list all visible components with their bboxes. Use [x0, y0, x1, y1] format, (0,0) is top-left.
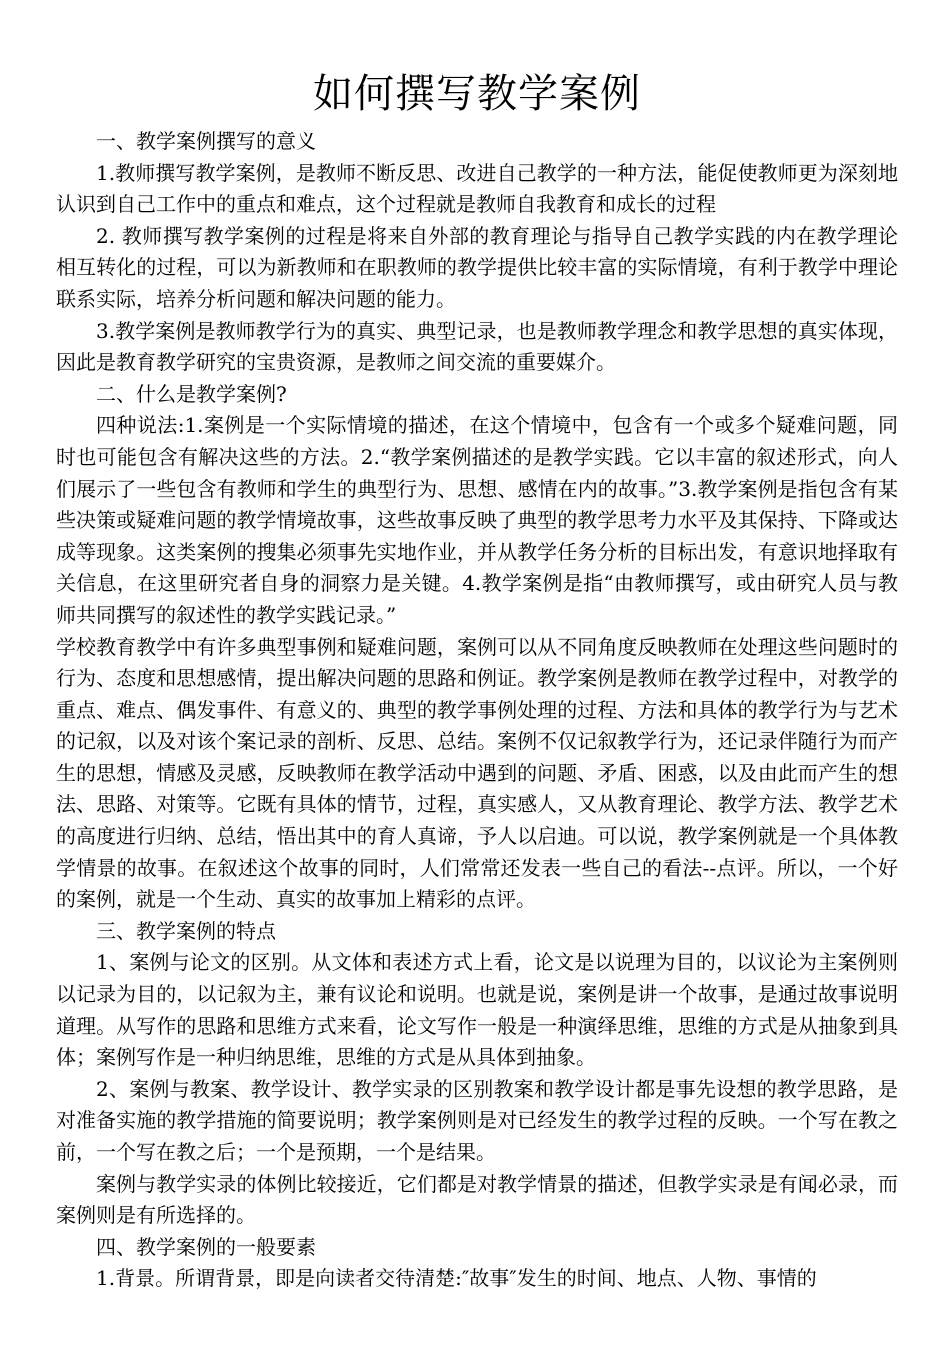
paragraph-3-3: 案例与教学实录的体例比较接近，它们都是对教学情景的描述，但教学实录是有闻必录，而案例则是有所选择的。 — [56, 1171, 898, 1228]
paragraph-2-1: 四种说法:1.案例是一个实际情境的描述，在这个情境中，包含有一个或多个疑难问题，同时也可能包含有解决这些的方法。2.“教学案例描述的是教学实践。它以丰富的叙述形式，向人们展示了一些包含有教师和学生的典型行为、思想、感情在内的故事。”3.教学案例是指包含有某些决策或疑难问题的教学情境故事，这些故事反映了典型的教学思考力水平及其保持、下降或达成等现象。这类案例的搜集必须事先实地作业，并从教学任务分析的目标出发，有意识地择取有关信息，在这里研究者自身的洞察力是关键。4.教学案例是指“由教师撰写，或由研究人员与教师共同撰写的叙述性的教学实践记录。” — [56, 413, 898, 627]
document-page — [56, 64, 898, 1295]
paragraph-3-1: 1、案例与论文的区别。从文体和表述方式上看，论文是以说理为目的，以议论为主案例则以记录为目的，以记叙为主，兼有议论和说明。也就是说，案例是讲一个故事，是通过故事说明道理。从写作的思路和思维方式来看，论文写作一般是一种演绎思维，思维的方式是从抽象到具体；案例写作是一种归纳思维，思维的方式是从具体到抽象。 — [56, 950, 898, 1070]
paragraph-1-2: 2. 教师撰写教学案例的过程是将来自外部的教育理论与指导自己教学实践的内在教学理论相互转化的过程，可以为新教师和在职教师的教学提供比较丰富的实际情境，有利于教学中理论联系实际，培养分析问题和解决问题的能力。 — [56, 223, 898, 311]
paragraph-3-2: 2、案例与教案、教学设计、教学实录的区别教案和教学设计都是事先设想的教学思路，是对准备实施的教学措施的简要说明；教学案例则是对已经发生的教学过程的反映。一个写在教之前，一个写在教之后；一个是预期，一个是结果。 — [56, 1076, 898, 1164]
section-heading-1: 一、教学案例撰写的意义 — [96, 129, 316, 153]
paragraph-1-1: 1.教师撰写教学案例，是教师不断反思、改进自己教学的一种方法，能促使教师更为深刻地认识到自己工作中的重点和难点，这个过程就是教师自我教育和成长的过程 — [56, 160, 898, 217]
section-heading-4: 四、教学案例的一般要素 — [96, 1234, 316, 1259]
paragraph-4-1: 1.背景。所谓背景，即是向读者交待清楚:″故事″发生的时间、地点、人物、事情的 — [96, 1266, 817, 1291]
paragraph-2-2: 学校教育教学中有许多典型事例和疑难问题，案例可以从不同角度反映教师在处理这些问题时的行为、态度和思想感情，提出解决问题的思路和例证。教学案例是教师在教学过程中，对教学的重点、难点、偶发事件、有意义的、典型的教学事例处理的过程、方法和具体的教学行为与艺术的记叙，以及对该个案记录的剖析、反思、总结。案例不仅记叙教学行为，还记录伴随行为而产生的思想，情感及灵感，反映教师在教学活动中遇到的问题、矛盾、困惑，以及由此而产生的想法、思路、对策等。它既有具体的情节，过程，真实感人，又从教育理论、教学方法、教学艺术的高度进行归纳、总结，悟出其中的育人真谛，予人以启迪。可以说，教学案例就是一个具体教学情景的故事。在叙述这个故事的同时，人们常常还发表一些自己的看法--点评。所以，一个好的案例，就是一个生动、真实的故事加上精彩的点评。 — [56, 634, 898, 912]
section-heading-3: 三、教学案例的特点 — [96, 918, 276, 943]
section-heading-2: 二、什么是教学案例? — [96, 381, 287, 406]
document-title: 如何撰写教学案例 — [313, 71, 641, 117]
paragraph-1-3: 3.教学案例是教师教学行为的真实、典型记录，也是教师教学理念和教学思想的真实体现，因此是教育教学研究的宝贵资源，是教师之间交流的重要媒介。 — [56, 318, 898, 375]
